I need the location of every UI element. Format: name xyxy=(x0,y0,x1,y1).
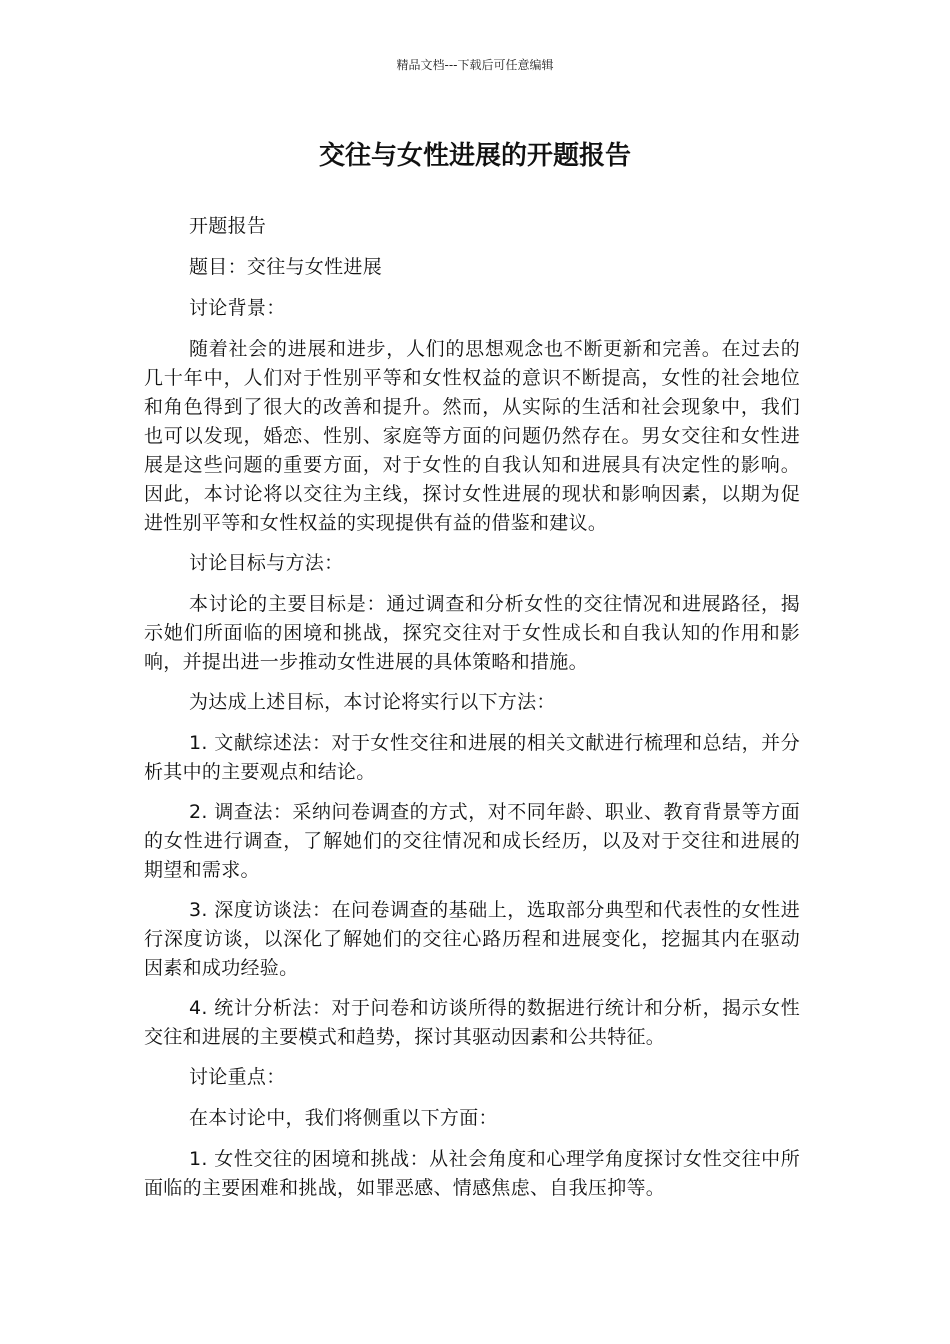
list-item-focus-1: 1. 女性交往的困境和挑战：从社会角度和心理学角度探讨女性交往中所面临的主要困难和挑战，如罪恶感、情感焦虑、自我压抑等。 xyxy=(144,1148,800,1199)
paragraph-topic: 题目：交往与女性进展 xyxy=(189,256,383,278)
heading-goals-methods: 讨论目标与方法： xyxy=(189,552,344,574)
list-item-method-2: 2. 调查法：采纳问卷调查的方式，对不同年龄、职业、教育背景等方面的女性进行调查，了解她们的交往情况和成长经历，以及对于交往和进展的期望和需求。 xyxy=(144,801,800,881)
list-item-method-3: 3. 深度访谈法：在问卷调查的基础上，选取部分典型和代表性的女性进行深度访谈，以深化了解她们的交往心路历程和进展变化，挖掘其内在驱动因素和成功经验。 xyxy=(144,899,800,979)
paragraph-goals: 本讨论的主要目标是：通过调查和分析女性的交往情况和进展路径，揭示她们所面临的困境和挑战，探究交往对于女性成长和自我认知的作用和影响，并提出进一步推动女性进展的具体策略和措施。 xyxy=(144,593,800,673)
document-title: 交往与女性进展的开题报告 xyxy=(318,141,631,171)
heading-focus: 讨论重点： xyxy=(189,1066,286,1088)
document-body xyxy=(144,212,800,1214)
list-item-method-1: 1. 文献综述法：对于女性交往和进展的相关文献进行梳理和总结，并分析其中的主要观点和结论。 xyxy=(144,732,800,783)
list-item-method-4: 4. 统计分析法：对于问卷和访谈所得的数据进行统计和分析，揭示女性交往和进展的主要模式和趋势，探讨其驱动因素和公共特征。 xyxy=(144,997,800,1048)
paragraph-methods-intro: 为达成上述目标，本讨论将实行以下方法： xyxy=(189,691,556,713)
heading-background: 讨论背景： xyxy=(189,297,286,319)
paragraph-focus-intro: 在本讨论中，我们将侧重以下方面： xyxy=(189,1107,498,1129)
paragraph-report-label: 开题报告 xyxy=(189,215,267,237)
paragraph-background: 随着社会的进展和进步，人们的思想观念也不断更新和完善。在过去的几十年中，人们对于性别平等和女性权益的意识不断提高，女性的社会地位和角色得到了很大的改善和提升。然而，从实际的生活和社会现象中，我们也可以发现，婚恋、性别、家庭等方面的问题仍然存在。男女交往和女性进展是这些问题的重要方面，对于女性的自我认知和进展具有决定性的影响。因此，本讨论将以交往为主线，探讨女性进展的现状和影响因素，以期为促进性别平等和女性权益的实现提供有益的借鉴和建议。 xyxy=(144,338,800,534)
header-note: 精品文档---下载后可任意编辑 xyxy=(396,58,554,72)
